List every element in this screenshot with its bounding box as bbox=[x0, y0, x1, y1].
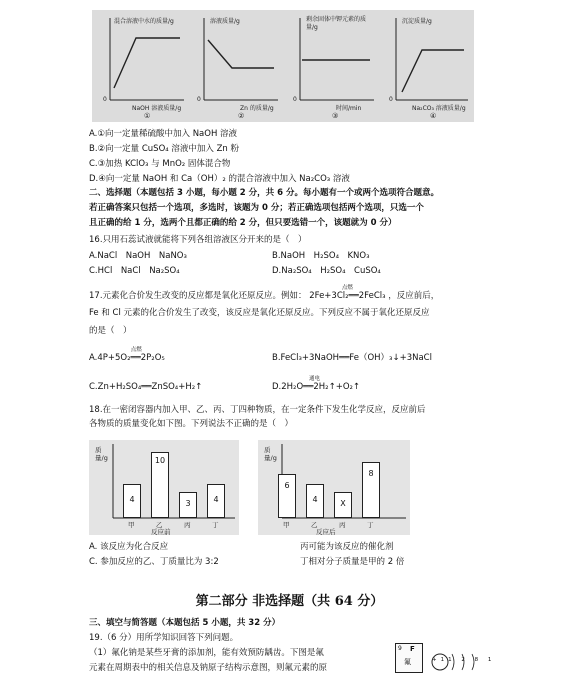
graph-2-curve bbox=[208, 40, 274, 68]
q17-example-equation bbox=[309, 285, 386, 302]
graph-1-xlabel: NaOH 溶液质量/g bbox=[132, 105, 182, 112]
q17-option-a bbox=[89, 347, 165, 364]
graph-1-number: ① bbox=[144, 112, 151, 120]
q18-before-label-yi: 乙 bbox=[156, 521, 163, 529]
q15-option-a: A.①向一定量稀硫酸中加入 NaOH 溶液 bbox=[89, 129, 238, 139]
q16-stem: 16.只用石蕊试液就能将下列各组溶液区分开来的是（ ） bbox=[89, 235, 307, 245]
q18-after-bar-ding: 8 bbox=[362, 462, 380, 518]
q18-after-bar-yi: 4 bbox=[306, 484, 324, 518]
graph-3-origin: 0 bbox=[293, 96, 297, 103]
q19-line-1: 19.（6 分）用所学知识回答下列问题。 bbox=[89, 633, 239, 643]
q17-option-d bbox=[272, 376, 361, 393]
sodium-atom-label: +11 2 8 1 bbox=[432, 657, 496, 663]
q15-graphs-figure bbox=[92, 10, 474, 122]
section2-line-3: 且正确的给 1 分，选两个且都正确的给 2 分，但只要选错一个，该题就为 0 分） bbox=[89, 218, 397, 228]
q17-option-a-wrap bbox=[89, 347, 165, 364]
q18-before-label-ding: 丁 bbox=[212, 521, 219, 529]
q17-line-2: Fe 和 Cl 元素的化合价发生了改变，该反应是氧化还原反应。下列反应不属于氧化还原反应 bbox=[89, 308, 430, 318]
fluorine-name: 氟 bbox=[404, 658, 411, 666]
q18-line-1: 18.在一密闭容器内加入甲、乙、丙、丁四种物质，在一定条件下发生化学反应，反应前后 bbox=[89, 405, 426, 415]
q16-option-c: C.HCl NaCl Na₂SO₄ bbox=[89, 266, 180, 276]
graph-2-origin: 0 bbox=[197, 96, 201, 103]
q15-option-d: D.④向一定量 NaOH 和 Ca（OH）₂ 的混合溶液中加入 Na₂CO₃ 溶液 bbox=[89, 174, 350, 184]
q18-option-c: C. 参加反应的乙、丁质量比为 3:2 bbox=[89, 557, 219, 567]
section2-line-2: 若正确答案只包括一个选项，多选时，该题为 0 分；若正确选项包括两个选项，只选一个 bbox=[89, 203, 424, 213]
q17-option-d-text: D.2H₂O══2H₂↑+O₂↑ bbox=[272, 382, 361, 392]
q18-after-bar-jia: 6 bbox=[278, 474, 296, 518]
q18-before-label-jia: 甲 bbox=[128, 521, 135, 529]
q17-option-a-condition: 点燃 bbox=[130, 347, 142, 353]
q18-before-bar-ding: 4 bbox=[207, 484, 225, 518]
q19-line-2: （1）氟化钠是某些牙膏的添加剂，能有效预防龋齿。下图是氟 bbox=[89, 648, 324, 658]
q17-option-d-wrap bbox=[272, 376, 361, 393]
graph-4-number: ④ bbox=[430, 112, 437, 120]
q18-after-label-jia: 甲 bbox=[283, 521, 290, 529]
q19-line-3: 元素在周期表中的相关信息及钠原子结构示意图，则氟元素的原 bbox=[89, 663, 328, 673]
q18-before-chart bbox=[89, 440, 239, 535]
part2-title: 第二部分 非选择题（共 64 分） bbox=[195, 594, 384, 609]
fluorine-atomic-number: 9 bbox=[398, 645, 402, 652]
q18-after-chart bbox=[258, 440, 410, 535]
q18-after-label-ding: 丁 bbox=[367, 521, 374, 529]
graph-4-curve bbox=[402, 50, 464, 92]
fluorine-symbol: F bbox=[410, 645, 415, 653]
graph-3-number: ③ bbox=[332, 112, 339, 120]
q18-option-a: A. 该反应为化合反应 bbox=[89, 542, 169, 552]
graph-3-xlabel: 时间/min bbox=[336, 105, 362, 112]
graph-2-ylabel: 溶液质量/g bbox=[210, 18, 240, 25]
q17-example-condition: 点燃 bbox=[341, 285, 353, 291]
graph-4-ylabel: 沉淀质量/g bbox=[402, 18, 432, 25]
graph-2-number: ② bbox=[238, 112, 245, 120]
q18-line-2: 各物质的质量变化如下图。下列说法不正确的是（ ） bbox=[89, 419, 294, 429]
q18-before-bar-jia: 4 bbox=[123, 484, 141, 518]
q18-after-ylabel: 质量/g bbox=[264, 446, 277, 462]
q18-before-bar-yi: 10 bbox=[151, 452, 169, 518]
q18-before-label-bing: 丙 bbox=[184, 521, 191, 529]
section2-line-1: 二、选择题（本题包括 3 小题，每小题 2 分，共 6 分。每小题有一个或两个选项符合题意。 bbox=[89, 188, 440, 198]
q17-example-equation-text: 2Fe+3Cl₂══2FeCl₃ bbox=[309, 291, 386, 301]
section3-heading: 三、填空与简答题（本题包括 5 小题，共 32 分） bbox=[89, 618, 281, 628]
q17-line-1 bbox=[89, 285, 440, 302]
graph-4-origin: 0 bbox=[389, 96, 393, 103]
q16-option-a: A.NaCl NaOH NaNO₃ bbox=[89, 251, 187, 261]
q18-after-bar-bing: X bbox=[334, 492, 352, 518]
graph-1-origin: 0 bbox=[103, 96, 107, 103]
q17-option-a-text: A.4P+5O₂══2P₂O₅ bbox=[89, 353, 165, 363]
sodium-atom-diagram bbox=[430, 648, 496, 673]
q15-option-b: B.②向一定量 CuSO₄ 溶液中加入 Zn 粉 bbox=[89, 144, 239, 154]
q17-option-c: C.Zn+H₂SO₄══ZnSO₄+H₂↑ bbox=[89, 382, 203, 392]
graph-4 bbox=[396, 18, 468, 100]
q17-line-1-text: 17.元素化合价发生改变的反应都是氧化还原反应。例如： bbox=[89, 291, 307, 301]
q16-option-b: B.NaOH H₂SO₄ KNO₃ bbox=[272, 251, 370, 261]
q17-line-1-end: ，反应前后， bbox=[388, 291, 440, 301]
graph-1-curve bbox=[114, 38, 180, 88]
graph-2 bbox=[204, 18, 278, 100]
q18-before-caption: 反应前 bbox=[151, 528, 171, 536]
graph-2-xlabel: Zn 的质量/g bbox=[240, 105, 274, 112]
graph-1 bbox=[110, 18, 184, 100]
q18-option-b: 丙可能为该反应的催化剂 bbox=[300, 542, 394, 552]
q17-line-3: 的是（ ） bbox=[89, 326, 132, 336]
graph-3-ylabel: 剩余固体中钾元素的质量/g bbox=[306, 16, 367, 31]
q18-before-bar-bing: 3 bbox=[179, 492, 197, 518]
q17-option-d-condition: 通电 bbox=[308, 376, 320, 382]
q18-after-label-bing: 丙 bbox=[339, 521, 346, 529]
q16-option-d: D.Na₂SO₄ H₂SO₄ CuSO₄ bbox=[272, 266, 381, 276]
q18-before-ylabel: 质量/g bbox=[95, 446, 108, 462]
q15-option-c: C.③加热 KClO₃ 与 MnO₂ 固体混合物 bbox=[89, 159, 231, 169]
q18-after-label-yi: 乙 bbox=[311, 521, 318, 529]
q18-after-caption: 反应后 bbox=[316, 528, 336, 536]
q18-option-d: 丁相对分子质量是甲的 2 倍 bbox=[300, 557, 405, 567]
graph-1-ylabel: 混合溶液中水的质量/g bbox=[114, 18, 174, 25]
fluorine-element-tile bbox=[395, 643, 423, 673]
graph-4-xlabel: Na₂CO₃ 溶液质量/g bbox=[412, 105, 466, 112]
q17-option-b: B.FeCl₃+3NaOH══Fe（OH）₃↓+3NaCl bbox=[272, 353, 432, 363]
